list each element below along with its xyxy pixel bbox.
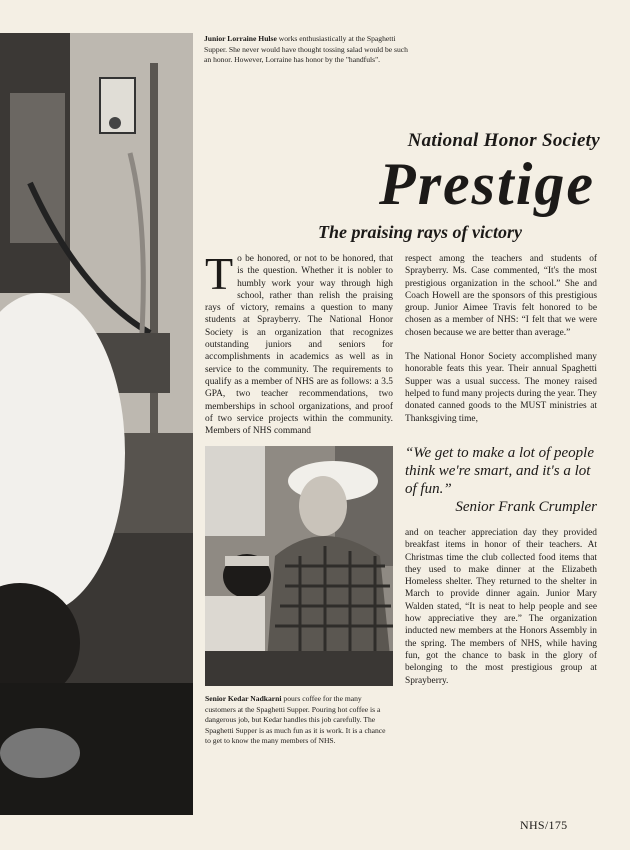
pull-quote-attribution: Senior Frank Crumpler: [455, 499, 597, 515]
coffee-photo-graphic: [205, 446, 393, 686]
caption-top-name: Junior Lorraine Hulse: [204, 34, 277, 43]
section-label: National Honor Society: [407, 130, 600, 151]
kitchen-photo-graphic: [0, 33, 193, 815]
photo-lorraine-hulse: [0, 33, 193, 815]
article-column-left: [205, 248, 393, 437]
photo-kedar-nadkarni: [205, 446, 393, 686]
article-paragraph-1: respect among the teachers and students of Sprayberry. Ms. Case commented, “It's the most prestigious organization in the school.” She and Coach Howell are the sponsors of this prestigious group. Junior Aimee Travis felt honored to be chosen as a member of NHS: “I felt that we were chosen because we are better than average.”: [405, 254, 597, 338]
pull-quote-text: “We get to make a lot of people think we're smart, and it's a lot of fun.”: [405, 445, 594, 497]
pull-quote: [405, 444, 600, 516]
caption-bottom-name: Senior Kedar Nadkarni: [205, 694, 282, 703]
article-column-right-top: [405, 253, 597, 425]
article-paragraph-3: and on teacher appreciation day they provided breakfast items in honor of their teachers. At Christmas time the club collected food items that they used to make dinner at the Elizabeth Homeless shelter. They returned to the shelter in March to provide dinner again. Junior Mary Walden stated, “It is neat to help people and see how appreciative they are.” The organization inducted new members at the Honors Assembly in the spring. The members of NHS, while having fun, got the chance to bask in the glory of belonging to the most prestigious group at Sprayberry.: [405, 528, 597, 686]
article-paragraph-2: The National Honor Society accomplished many honorable feats this year. Their annual Spaghetti Supper was a usual success. The money raised helped to fund many projects during the year. They donated canned goods to the MUST ministries at Thanksgiving time,: [405, 352, 597, 424]
page-subtitle: The praising rays of victory: [318, 222, 522, 242]
page-title: Prestige: [379, 151, 595, 217]
article-column-right-bottom: [405, 527, 597, 687]
caption-top-text: works enthusiastically at the Spaghetti Supper. She never would have thought tossing salad would be such an honor. However, Lorraine has honor by the "handfuls".: [204, 34, 408, 65]
page-number: NHS/175: [520, 818, 568, 832]
drop-cap: T: [205, 248, 234, 299]
article-text-left: o be honored, or not to be honored, that is the question. Whether it is nobler to humbly work your way through high school, rather than relish the praising rays of victory, remains a question to many students at Sprayberry. The National Honor Society is an organization that recognizes outstanding juniors and seniors for accomplishments in academics as well as in service to the community. The requirements to qualify as a member of NHS are as follows: a 3.5 GPA, two teacher recommendations, two memberships in school organizations, and proof of two service projects within the community. Members of NHS command: [205, 254, 393, 437]
caption-bottom: [205, 694, 393, 747]
caption-top: [204, 34, 412, 66]
caption-bottom-text: pours coffee for the many customers at the Spaghetti Supper. Pouring hot coffee is a dangerous job, but Kedar handles this job carefully. The Spaghetti Supper is as much fun as it is work. It is a chance to get to know the many members of NHS.: [205, 694, 386, 746]
